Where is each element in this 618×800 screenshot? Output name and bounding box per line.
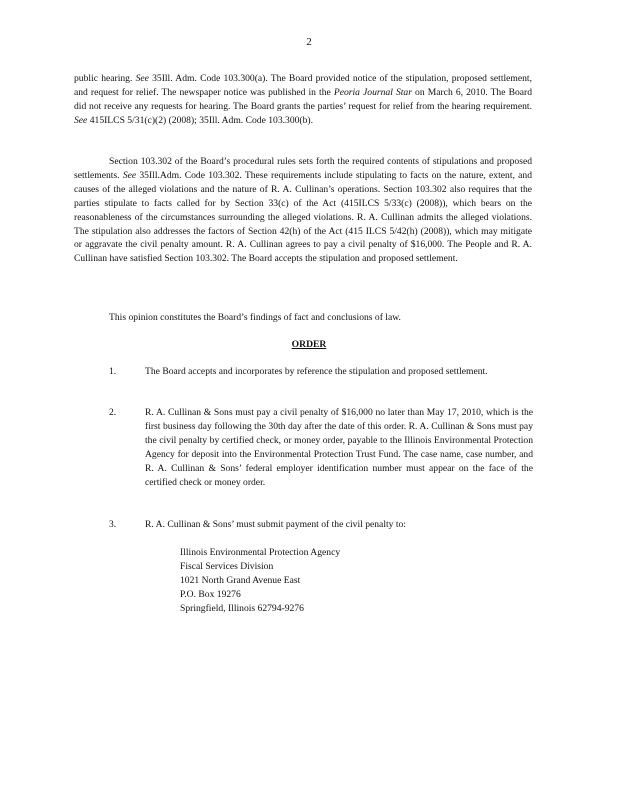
address-line: P.O. Box 19276 — [180, 588, 241, 600]
order-item-number: 3. — [109, 519, 117, 530]
address-line: Springfield, Illinois 62794-9276 — [180, 602, 304, 614]
newspaper-name: Peoria Journal Star — [333, 86, 412, 98]
paragraph-procedural-rules: Section 103.302 of the Board’s procedural rules sets forth the required contents of stipulations and proposed settlements. See 35Ill.Adm. Code 103.302. These requirements include stipulating to facts on the nature, extent, and causes of the alleged violations and the nature of R. A. Cullinan’s operations. Section 103.302 also requires that the parties stipulate to facts called for by Section 33(c) of the Act (415ILCS 5/33(c) (2008)), which bears on the reasonableness of the circumstances surrounding the alleged violations. R. A. Cullinan admits the alleged violations. The stipulation also addresses the factors of Section 42(h) of the Act (415 ILCS 5/42(h) (2008)), which may mitigate or aggravate the civil penalty amount. R. A. Cullinan agrees to pay a civil penalty of $16,000. The People and R. A. Cullinan have satisfied Section 103.302. The Board accepts the stipulation and proposed settlement. — [74, 156, 532, 265]
order-item-text: R. A. Cullinan & Sons must pay a civil penalty of $16,000 no later than May 17, 2010, which is the first business day following the 30th day after the date of this order. R. A. Cullinan & Sons must pay the civil penalty by certified check, or money order, payable to the Illinois Environmental Protection Agency for deposit into the Environmental Protection Trust Fund. The case name, case number, and R. A. Cullinan & Sons’ federal employer identification number must appear on the face of the certified check or money order. — [145, 407, 533, 488]
citation-signal: See — [74, 114, 88, 126]
paragraph-findings: This opinion constitutes the Board’s findings of fact and conclusions of law. — [109, 312, 401, 323]
paragraph-hearing: public hearing. See 35Ill. Adm. Code 103.300(a). The Board provided notice of the stipulation, proposed settlement, and request for relief. The newspaper notice was published in the Peoria Journal Star on March 6, 2010. The Board did not receive any requests for hearing. The Board grants the parties’ request for relief from the hearing requirement. See 415ILCS 5/31(c)(2) (2008); 35Ill. Adm. Code 103.300(b). — [74, 73, 533, 126]
order-item-number: 2. — [109, 407, 117, 418]
order-item-text: The Board accepts and incorporates by reference the stipulation and proposed settlement. — [145, 366, 488, 377]
order-item-2 — [109, 406, 533, 489]
order-item-1 — [109, 365, 533, 379]
page-number: 2 — [306, 36, 312, 48]
order-heading: ORDER — [291, 339, 327, 350]
order-item-text: R. A. Cullinan & Sons’ must submit payment of the civil penalty to: — [145, 519, 406, 530]
order-item-3 — [109, 518, 533, 532]
address-line: Illinois Environmental Protection Agency — [180, 547, 341, 558]
address-line: Fiscal Services Division — [180, 560, 274, 572]
address-line: 1021 North Grand Avenue East — [180, 574, 301, 586]
order-item-number: 1. — [109, 366, 117, 377]
payment-address — [180, 546, 340, 616]
citation-signal: See — [122, 169, 137, 181]
citation-signal: See — [135, 73, 149, 84]
